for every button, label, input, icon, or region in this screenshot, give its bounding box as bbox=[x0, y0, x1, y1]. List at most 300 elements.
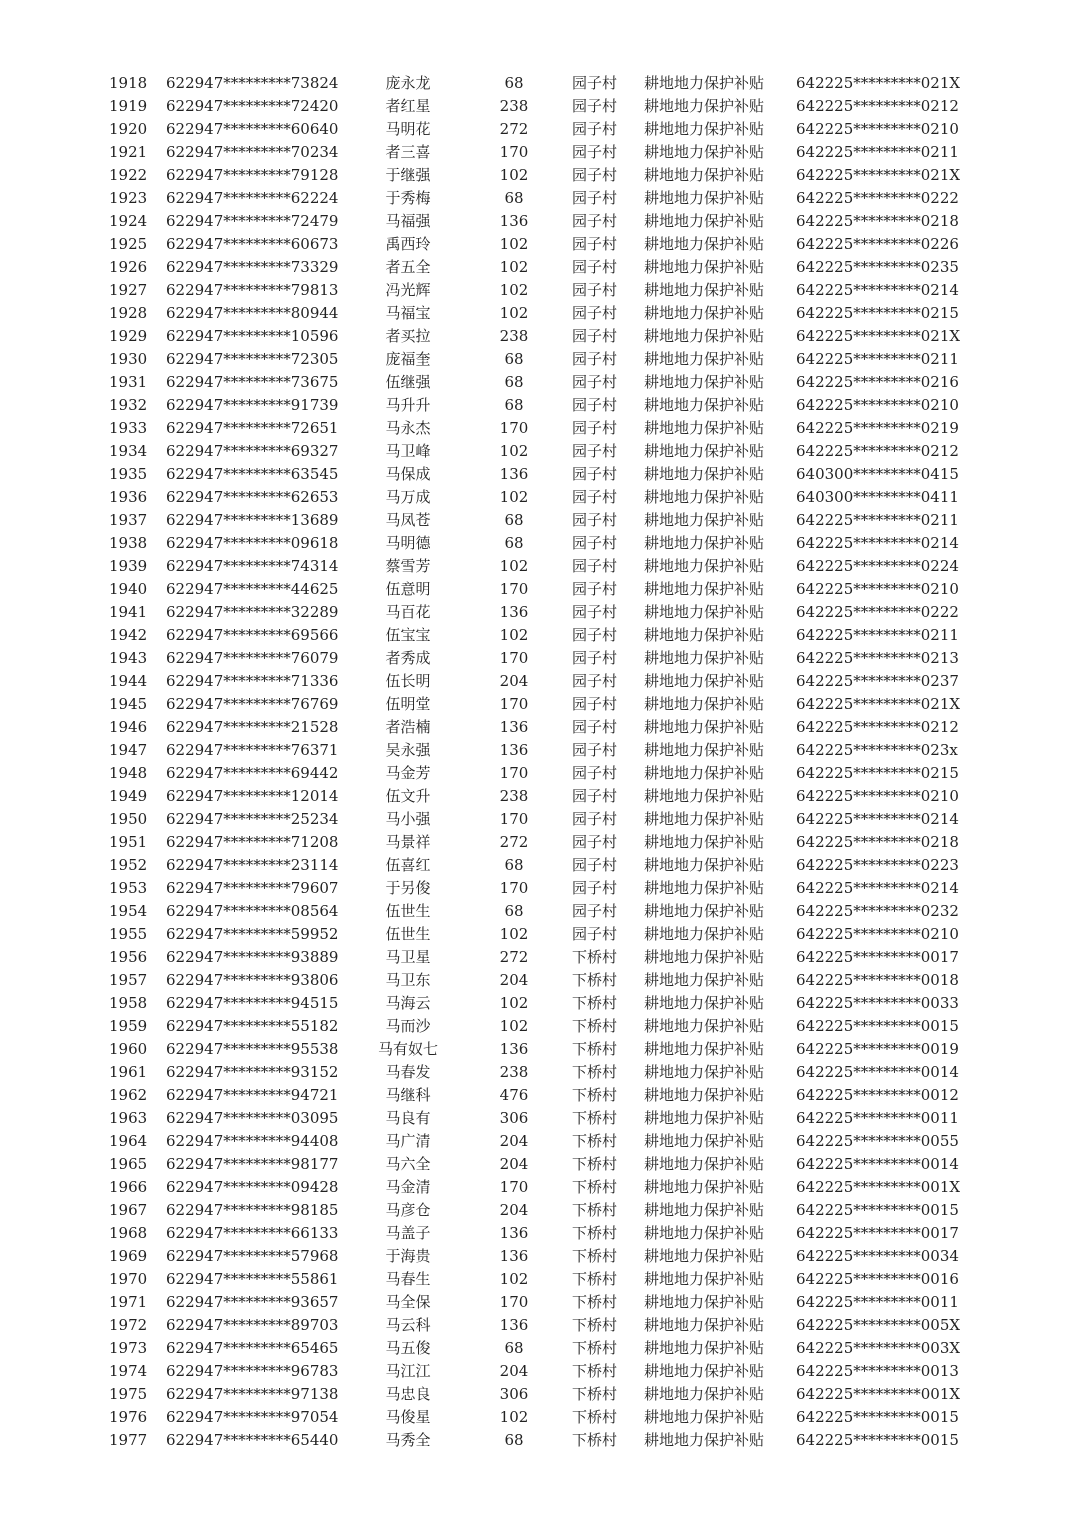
subsidy-type: 耕地地力保护补贴 bbox=[644, 189, 765, 207]
village: 园子村 bbox=[572, 304, 618, 322]
person-name: 马卫星 bbox=[385, 948, 431, 966]
bank-account: 622947*********55182 bbox=[166, 1017, 339, 1035]
village: 园子村 bbox=[572, 649, 618, 667]
row-number: 1938 bbox=[109, 534, 148, 552]
village: 园子村 bbox=[572, 741, 618, 759]
id-number: 642225*********0214 bbox=[796, 281, 959, 299]
row-number: 1972 bbox=[109, 1316, 148, 1334]
subsidy-type: 耕地地力保护补贴 bbox=[644, 580, 765, 598]
row-number: 1953 bbox=[109, 879, 148, 897]
bank-account: 622947*********98177 bbox=[166, 1155, 339, 1173]
id-number: 642225*********0211 bbox=[796, 350, 959, 368]
subsidy-amount: 102 bbox=[499, 304, 529, 322]
row-number: 1966 bbox=[109, 1178, 148, 1196]
table-row bbox=[0, 1176, 1074, 1199]
person-name: 马福强 bbox=[385, 212, 431, 230]
row-number: 1970 bbox=[109, 1270, 148, 1288]
row-number: 1941 bbox=[109, 603, 148, 621]
village: 园子村 bbox=[572, 810, 618, 828]
person-name: 马百花 bbox=[385, 603, 431, 621]
person-name: 伍意明 bbox=[385, 580, 431, 598]
village: 园子村 bbox=[572, 603, 618, 621]
subsidy-amount: 272 bbox=[499, 948, 529, 966]
subsidy-type: 耕地地力保护补贴 bbox=[644, 120, 765, 138]
id-number: 642225*********0034 bbox=[796, 1247, 959, 1265]
subsidy-type: 耕地地力保护补贴 bbox=[644, 672, 765, 690]
table-row bbox=[0, 1406, 1074, 1429]
id-number: 642225*********021X bbox=[796, 327, 961, 345]
row-number: 1963 bbox=[109, 1109, 148, 1127]
person-name: 庞永龙 bbox=[385, 74, 431, 92]
subsidy-type: 耕地地力保护补贴 bbox=[644, 396, 765, 414]
table-row bbox=[0, 279, 1074, 302]
subsidy-type: 耕地地力保护补贴 bbox=[644, 1040, 765, 1058]
subsidy-type: 耕地地力保护补贴 bbox=[644, 1339, 765, 1357]
subsidy-amount: 170 bbox=[499, 810, 529, 828]
village: 下桥村 bbox=[572, 1362, 618, 1380]
subsidy-type: 耕地地力保护补贴 bbox=[644, 465, 765, 483]
bank-account: 622947*********93657 bbox=[166, 1293, 339, 1311]
subsidy-amount: 306 bbox=[499, 1385, 529, 1403]
subsidy-amount: 204 bbox=[499, 1155, 529, 1173]
subsidy-type: 耕地地力保护补贴 bbox=[644, 534, 765, 552]
subsidy-type: 耕地地力保护补贴 bbox=[644, 1063, 765, 1081]
village: 下桥村 bbox=[572, 1132, 618, 1150]
subsidy-amount: 102 bbox=[499, 994, 529, 1012]
id-number: 642225*********0214 bbox=[796, 534, 959, 552]
row-number: 1951 bbox=[109, 833, 148, 851]
id-number: 642225*********0212 bbox=[796, 718, 959, 736]
subsidy-amount: 68 bbox=[504, 534, 524, 552]
village: 下桥村 bbox=[572, 1316, 618, 1334]
subsidy-amount: 102 bbox=[499, 1017, 529, 1035]
subsidy-type: 耕地地力保护补贴 bbox=[644, 350, 765, 368]
id-number: 642225*********0215 bbox=[796, 764, 959, 782]
subsidy-type: 耕地地力保护补贴 bbox=[644, 971, 765, 989]
person-name: 马良有 bbox=[385, 1109, 431, 1127]
village: 园子村 bbox=[572, 879, 618, 897]
subsidy-type: 耕地地力保护补贴 bbox=[644, 557, 765, 575]
subsidy-type: 耕地地力保护补贴 bbox=[644, 1293, 765, 1311]
bank-account: 622947*********62224 bbox=[166, 189, 339, 207]
row-number: 1962 bbox=[109, 1086, 148, 1104]
table-row bbox=[0, 394, 1074, 417]
person-name: 者红星 bbox=[385, 97, 431, 115]
id-number: 642225*********0212 bbox=[796, 97, 959, 115]
village: 下桥村 bbox=[572, 971, 618, 989]
person-name: 吴永强 bbox=[385, 741, 431, 759]
table-row bbox=[0, 1061, 1074, 1084]
subsidy-amount: 238 bbox=[499, 327, 529, 345]
person-name: 禹西玲 bbox=[385, 235, 431, 253]
bank-account: 622947*********60640 bbox=[166, 120, 339, 138]
table-row bbox=[0, 831, 1074, 854]
bank-account: 622947*********73329 bbox=[166, 258, 339, 276]
subsidy-type: 耕地地力保护补贴 bbox=[644, 419, 765, 437]
row-number: 1928 bbox=[109, 304, 148, 322]
row-number: 1968 bbox=[109, 1224, 148, 1242]
bank-account: 622947*********76371 bbox=[166, 741, 339, 759]
id-number: 640300*********0411 bbox=[796, 488, 959, 506]
subsidy-type: 耕地地力保护补贴 bbox=[644, 948, 765, 966]
row-number: 1976 bbox=[109, 1408, 148, 1426]
table-row bbox=[0, 1245, 1074, 1268]
subsidy-amount: 68 bbox=[504, 511, 524, 529]
bank-account: 622947*********44625 bbox=[166, 580, 339, 598]
row-number: 1955 bbox=[109, 925, 148, 943]
row-number: 1921 bbox=[109, 143, 148, 161]
village: 园子村 bbox=[572, 74, 618, 92]
village: 园子村 bbox=[572, 488, 618, 506]
table-row bbox=[0, 1291, 1074, 1314]
bank-account: 622947*********13689 bbox=[166, 511, 339, 529]
subsidy-amount: 68 bbox=[504, 902, 524, 920]
subsidy-type: 耕地地力保护补贴 bbox=[644, 1086, 765, 1104]
row-number: 1973 bbox=[109, 1339, 148, 1357]
row-number: 1924 bbox=[109, 212, 148, 230]
subsidy-amount: 272 bbox=[499, 120, 529, 138]
bank-account: 622947*********93806 bbox=[166, 971, 339, 989]
subsidy-type: 耕地地力保护补贴 bbox=[644, 741, 765, 759]
person-name: 者三喜 bbox=[385, 143, 431, 161]
bank-account: 622947*********72479 bbox=[166, 212, 339, 230]
table-row bbox=[0, 1153, 1074, 1176]
table-row bbox=[0, 969, 1074, 992]
table-row bbox=[0, 923, 1074, 946]
subsidy-type: 耕地地力保护补贴 bbox=[644, 1408, 765, 1426]
person-name: 马盖子 bbox=[385, 1224, 431, 1242]
row-number: 1931 bbox=[109, 373, 148, 391]
village: 下桥村 bbox=[572, 1201, 618, 1219]
subsidy-amount: 68 bbox=[504, 350, 524, 368]
bank-account: 622947*********73824 bbox=[166, 74, 339, 92]
id-number: 642225*********0210 bbox=[796, 925, 959, 943]
subsidy-amount: 102 bbox=[499, 488, 529, 506]
bank-account: 622947*********96783 bbox=[166, 1362, 339, 1380]
village: 园子村 bbox=[572, 764, 618, 782]
row-number: 1964 bbox=[109, 1132, 148, 1150]
bank-account: 622947*********57968 bbox=[166, 1247, 339, 1265]
row-number: 1974 bbox=[109, 1362, 148, 1380]
row-number: 1957 bbox=[109, 971, 148, 989]
table-row bbox=[0, 210, 1074, 233]
id-number: 642225*********0018 bbox=[796, 971, 959, 989]
subsidy-type: 耕地地力保护补贴 bbox=[644, 74, 765, 92]
subsidy-amount: 170 bbox=[499, 649, 529, 667]
person-name: 马春发 bbox=[385, 1063, 431, 1081]
person-name: 马忠良 bbox=[385, 1385, 431, 1403]
subsidy-type: 耕地地力保护补贴 bbox=[644, 212, 765, 230]
person-name: 马保成 bbox=[385, 465, 431, 483]
bank-account: 622947*********12014 bbox=[166, 787, 339, 805]
id-number: 642225*********0211 bbox=[796, 626, 959, 644]
bank-account: 622947*********89703 bbox=[166, 1316, 339, 1334]
village: 园子村 bbox=[572, 626, 618, 644]
row-number: 1926 bbox=[109, 258, 148, 276]
village: 下桥村 bbox=[572, 1109, 618, 1127]
table-row bbox=[0, 578, 1074, 601]
person-name: 马万成 bbox=[385, 488, 431, 506]
bank-account: 622947*********94515 bbox=[166, 994, 339, 1012]
person-name: 伍世生 bbox=[385, 925, 431, 943]
subsidy-type: 耕地地力保护补贴 bbox=[644, 143, 765, 161]
id-number: 642225*********0019 bbox=[796, 1040, 959, 1058]
person-name: 于继强 bbox=[385, 166, 431, 184]
bank-account: 622947*********25234 bbox=[166, 810, 339, 828]
subsidy-amount: 204 bbox=[499, 1132, 529, 1150]
bank-account: 622947*********32289 bbox=[166, 603, 339, 621]
subsidy-type: 耕地地力保护补贴 bbox=[644, 649, 765, 667]
table-row bbox=[0, 486, 1074, 509]
subsidy-amount: 170 bbox=[499, 1178, 529, 1196]
village: 下桥村 bbox=[572, 1178, 618, 1196]
village: 园子村 bbox=[572, 281, 618, 299]
subsidy-amount: 102 bbox=[499, 626, 529, 644]
bank-account: 622947*********23114 bbox=[166, 856, 339, 874]
id-number: 642225*********0218 bbox=[796, 833, 959, 851]
bank-account: 622947*********73675 bbox=[166, 373, 339, 391]
table-row bbox=[0, 141, 1074, 164]
row-number: 1930 bbox=[109, 350, 148, 368]
row-number: 1959 bbox=[109, 1017, 148, 1035]
id-number: 642225*********0218 bbox=[796, 212, 959, 230]
row-number: 1947 bbox=[109, 741, 148, 759]
village: 下桥村 bbox=[572, 1086, 618, 1104]
bank-account: 622947*********70234 bbox=[166, 143, 339, 161]
table-row bbox=[0, 1038, 1074, 1061]
person-name: 马明德 bbox=[385, 534, 431, 552]
bank-account: 622947*********79813 bbox=[166, 281, 339, 299]
subsidy-type: 耕地地力保护补贴 bbox=[644, 1201, 765, 1219]
id-number: 642225*********0235 bbox=[796, 258, 959, 276]
person-name: 马而沙 bbox=[385, 1017, 431, 1035]
subsidy-amount: 136 bbox=[499, 212, 529, 230]
row-number: 1958 bbox=[109, 994, 148, 1012]
person-name: 者浩楠 bbox=[385, 718, 431, 736]
village: 园子村 bbox=[572, 212, 618, 230]
person-name: 者买拉 bbox=[385, 327, 431, 345]
row-number: 1945 bbox=[109, 695, 148, 713]
subsidy-amount: 136 bbox=[499, 741, 529, 759]
id-number: 642225*********0011 bbox=[796, 1293, 959, 1311]
person-name: 冯光辉 bbox=[385, 281, 431, 299]
subsidy-type: 耕地地力保护补贴 bbox=[644, 695, 765, 713]
subsidy-type: 耕地地力保护补贴 bbox=[644, 833, 765, 851]
subsidy-amount: 102 bbox=[499, 281, 529, 299]
bank-account: 622947*********09428 bbox=[166, 1178, 339, 1196]
subsidy-type: 耕地地力保护补贴 bbox=[644, 626, 765, 644]
subsidy-amount: 170 bbox=[499, 580, 529, 598]
person-name: 伍继强 bbox=[385, 373, 431, 391]
table-row bbox=[0, 624, 1074, 647]
row-number: 1944 bbox=[109, 672, 148, 690]
id-number: 642225*********0015 bbox=[796, 1408, 959, 1426]
table-row bbox=[0, 647, 1074, 670]
subsidy-amount: 102 bbox=[499, 557, 529, 575]
person-name: 伍长明 bbox=[385, 672, 431, 690]
row-number: 1918 bbox=[109, 74, 148, 92]
id-number: 642225*********021X bbox=[796, 74, 961, 92]
id-number: 642225*********0212 bbox=[796, 442, 959, 460]
village: 园子村 bbox=[572, 511, 618, 529]
village: 园子村 bbox=[572, 534, 618, 552]
row-number: 1946 bbox=[109, 718, 148, 736]
person-name: 马彦仓 bbox=[385, 1201, 431, 1219]
person-name: 于秀梅 bbox=[385, 189, 431, 207]
id-number: 642225*********0015 bbox=[796, 1201, 959, 1219]
subsidy-amount: 476 bbox=[499, 1086, 529, 1104]
table-row bbox=[0, 302, 1074, 325]
row-number: 1948 bbox=[109, 764, 148, 782]
table-row bbox=[0, 118, 1074, 141]
bank-account: 622947*********94408 bbox=[166, 1132, 339, 1150]
subsidy-amount: 306 bbox=[499, 1109, 529, 1127]
id-number: 642225*********0210 bbox=[796, 787, 959, 805]
subsidy-amount: 204 bbox=[499, 672, 529, 690]
subsidy-amount: 136 bbox=[499, 465, 529, 483]
row-number: 1952 bbox=[109, 856, 148, 874]
subsidy-amount: 170 bbox=[499, 879, 529, 897]
bank-account: 622947*********55861 bbox=[166, 1270, 339, 1288]
id-number: 642225*********0237 bbox=[796, 672, 959, 690]
village: 下桥村 bbox=[572, 1040, 618, 1058]
id-number: 642225*********0210 bbox=[796, 580, 959, 598]
village: 园子村 bbox=[572, 580, 618, 598]
village: 园子村 bbox=[572, 787, 618, 805]
village: 园子村 bbox=[572, 718, 618, 736]
person-name: 马海云 bbox=[385, 994, 431, 1012]
subsidy-amount: 102 bbox=[499, 1270, 529, 1288]
person-name: 马秀全 bbox=[385, 1431, 431, 1449]
row-number: 1929 bbox=[109, 327, 148, 345]
village: 园子村 bbox=[572, 902, 618, 920]
subsidy-type: 耕地地力保护补贴 bbox=[644, 97, 765, 115]
id-number: 642225*********0215 bbox=[796, 304, 959, 322]
row-number: 1960 bbox=[109, 1040, 148, 1058]
subsidy-amount: 238 bbox=[499, 787, 529, 805]
village: 下桥村 bbox=[572, 1293, 618, 1311]
village: 园子村 bbox=[572, 925, 618, 943]
bank-account: 622947*********59952 bbox=[166, 925, 339, 943]
row-number: 1936 bbox=[109, 488, 148, 506]
table-row bbox=[0, 348, 1074, 371]
subsidy-amount: 102 bbox=[499, 1408, 529, 1426]
table-row bbox=[0, 1429, 1074, 1452]
subsidy-amount: 204 bbox=[499, 1362, 529, 1380]
row-number: 1939 bbox=[109, 557, 148, 575]
row-number: 1950 bbox=[109, 810, 148, 828]
bank-account: 622947*********79128 bbox=[166, 166, 339, 184]
person-name: 伍喜红 bbox=[385, 856, 431, 874]
row-number: 1937 bbox=[109, 511, 148, 529]
bank-account: 622947*********97138 bbox=[166, 1385, 339, 1403]
subsidy-type: 耕地地力保护补贴 bbox=[644, 718, 765, 736]
village: 园子村 bbox=[572, 396, 618, 414]
village: 园子村 bbox=[572, 327, 618, 345]
id-number: 642225*********0017 bbox=[796, 948, 959, 966]
id-number: 642225*********0222 bbox=[796, 603, 959, 621]
table-row bbox=[0, 601, 1074, 624]
bank-account: 622947*********98185 bbox=[166, 1201, 339, 1219]
bank-account: 622947*********09618 bbox=[166, 534, 339, 552]
subsidy-amount: 68 bbox=[504, 856, 524, 874]
subsidy-amount: 170 bbox=[499, 764, 529, 782]
id-number: 642225*********021X bbox=[796, 166, 961, 184]
village: 园子村 bbox=[572, 97, 618, 115]
bank-account: 622947*********10596 bbox=[166, 327, 339, 345]
subsidy-type: 耕地地力保护补贴 bbox=[644, 235, 765, 253]
bank-account: 622947*********69442 bbox=[166, 764, 339, 782]
table-row bbox=[0, 233, 1074, 256]
village: 下桥村 bbox=[572, 994, 618, 1012]
village: 下桥村 bbox=[572, 1408, 618, 1426]
subsidy-type: 耕地地力保护补贴 bbox=[644, 810, 765, 828]
subsidy-type: 耕地地力保护补贴 bbox=[644, 1431, 765, 1449]
village: 园子村 bbox=[572, 373, 618, 391]
row-number: 1975 bbox=[109, 1385, 148, 1403]
village: 下桥村 bbox=[572, 1247, 618, 1265]
table-row bbox=[0, 463, 1074, 486]
subsidy-type: 耕地地力保护补贴 bbox=[644, 1109, 765, 1127]
id-number: 642225*********0222 bbox=[796, 189, 959, 207]
subsidy-amount: 102 bbox=[499, 925, 529, 943]
person-name: 马明花 bbox=[385, 120, 431, 138]
person-name: 马云科 bbox=[385, 1316, 431, 1334]
village: 园子村 bbox=[572, 465, 618, 483]
subsidy-type: 耕地地力保护补贴 bbox=[644, 879, 765, 897]
bank-account: 622947*********21528 bbox=[166, 718, 339, 736]
bank-account: 622947*********93889 bbox=[166, 948, 339, 966]
row-number: 1961 bbox=[109, 1063, 148, 1081]
table-row bbox=[0, 555, 1074, 578]
id-number: 642225*********0223 bbox=[796, 856, 959, 874]
row-number: 1942 bbox=[109, 626, 148, 644]
person-name: 于另俊 bbox=[385, 879, 431, 897]
subsidy-amount: 238 bbox=[499, 1063, 529, 1081]
table-row bbox=[0, 716, 1074, 739]
table-row bbox=[0, 1084, 1074, 1107]
row-number: 1977 bbox=[109, 1431, 148, 1449]
bank-account: 622947*********71336 bbox=[166, 672, 339, 690]
table-row bbox=[0, 1314, 1074, 1337]
person-name: 马继科 bbox=[385, 1086, 431, 1104]
table-row bbox=[0, 256, 1074, 279]
subsidy-amount: 204 bbox=[499, 1201, 529, 1219]
subsidy-amount: 204 bbox=[499, 971, 529, 989]
subsidy-type: 耕地地力保护补贴 bbox=[644, 327, 765, 345]
id-number: 642225*********0011 bbox=[796, 1109, 959, 1127]
id-number: 642225*********0210 bbox=[796, 396, 959, 414]
subsidy-type: 耕地地力保护补贴 bbox=[644, 281, 765, 299]
row-number: 1949 bbox=[109, 787, 148, 805]
table-row bbox=[0, 72, 1074, 95]
subsidy-type: 耕地地力保护补贴 bbox=[644, 603, 765, 621]
subsidy-type: 耕地地力保护补贴 bbox=[644, 787, 765, 805]
person-name: 马江江 bbox=[385, 1362, 431, 1380]
id-number: 642225*********0015 bbox=[796, 1017, 959, 1035]
village: 园子村 bbox=[572, 143, 618, 161]
subsidy-type: 耕地地力保护补贴 bbox=[644, 488, 765, 506]
bank-account: 622947*********72420 bbox=[166, 97, 339, 115]
subsidy-table bbox=[0, 72, 1074, 1452]
id-number: 642225*********0012 bbox=[796, 1086, 959, 1104]
row-number: 1956 bbox=[109, 948, 148, 966]
bank-account: 622947*********72651 bbox=[166, 419, 339, 437]
row-number: 1954 bbox=[109, 902, 148, 920]
table-row bbox=[0, 693, 1074, 716]
id-number: 642225*********0210 bbox=[796, 120, 959, 138]
subsidy-type: 耕地地力保护补贴 bbox=[644, 304, 765, 322]
